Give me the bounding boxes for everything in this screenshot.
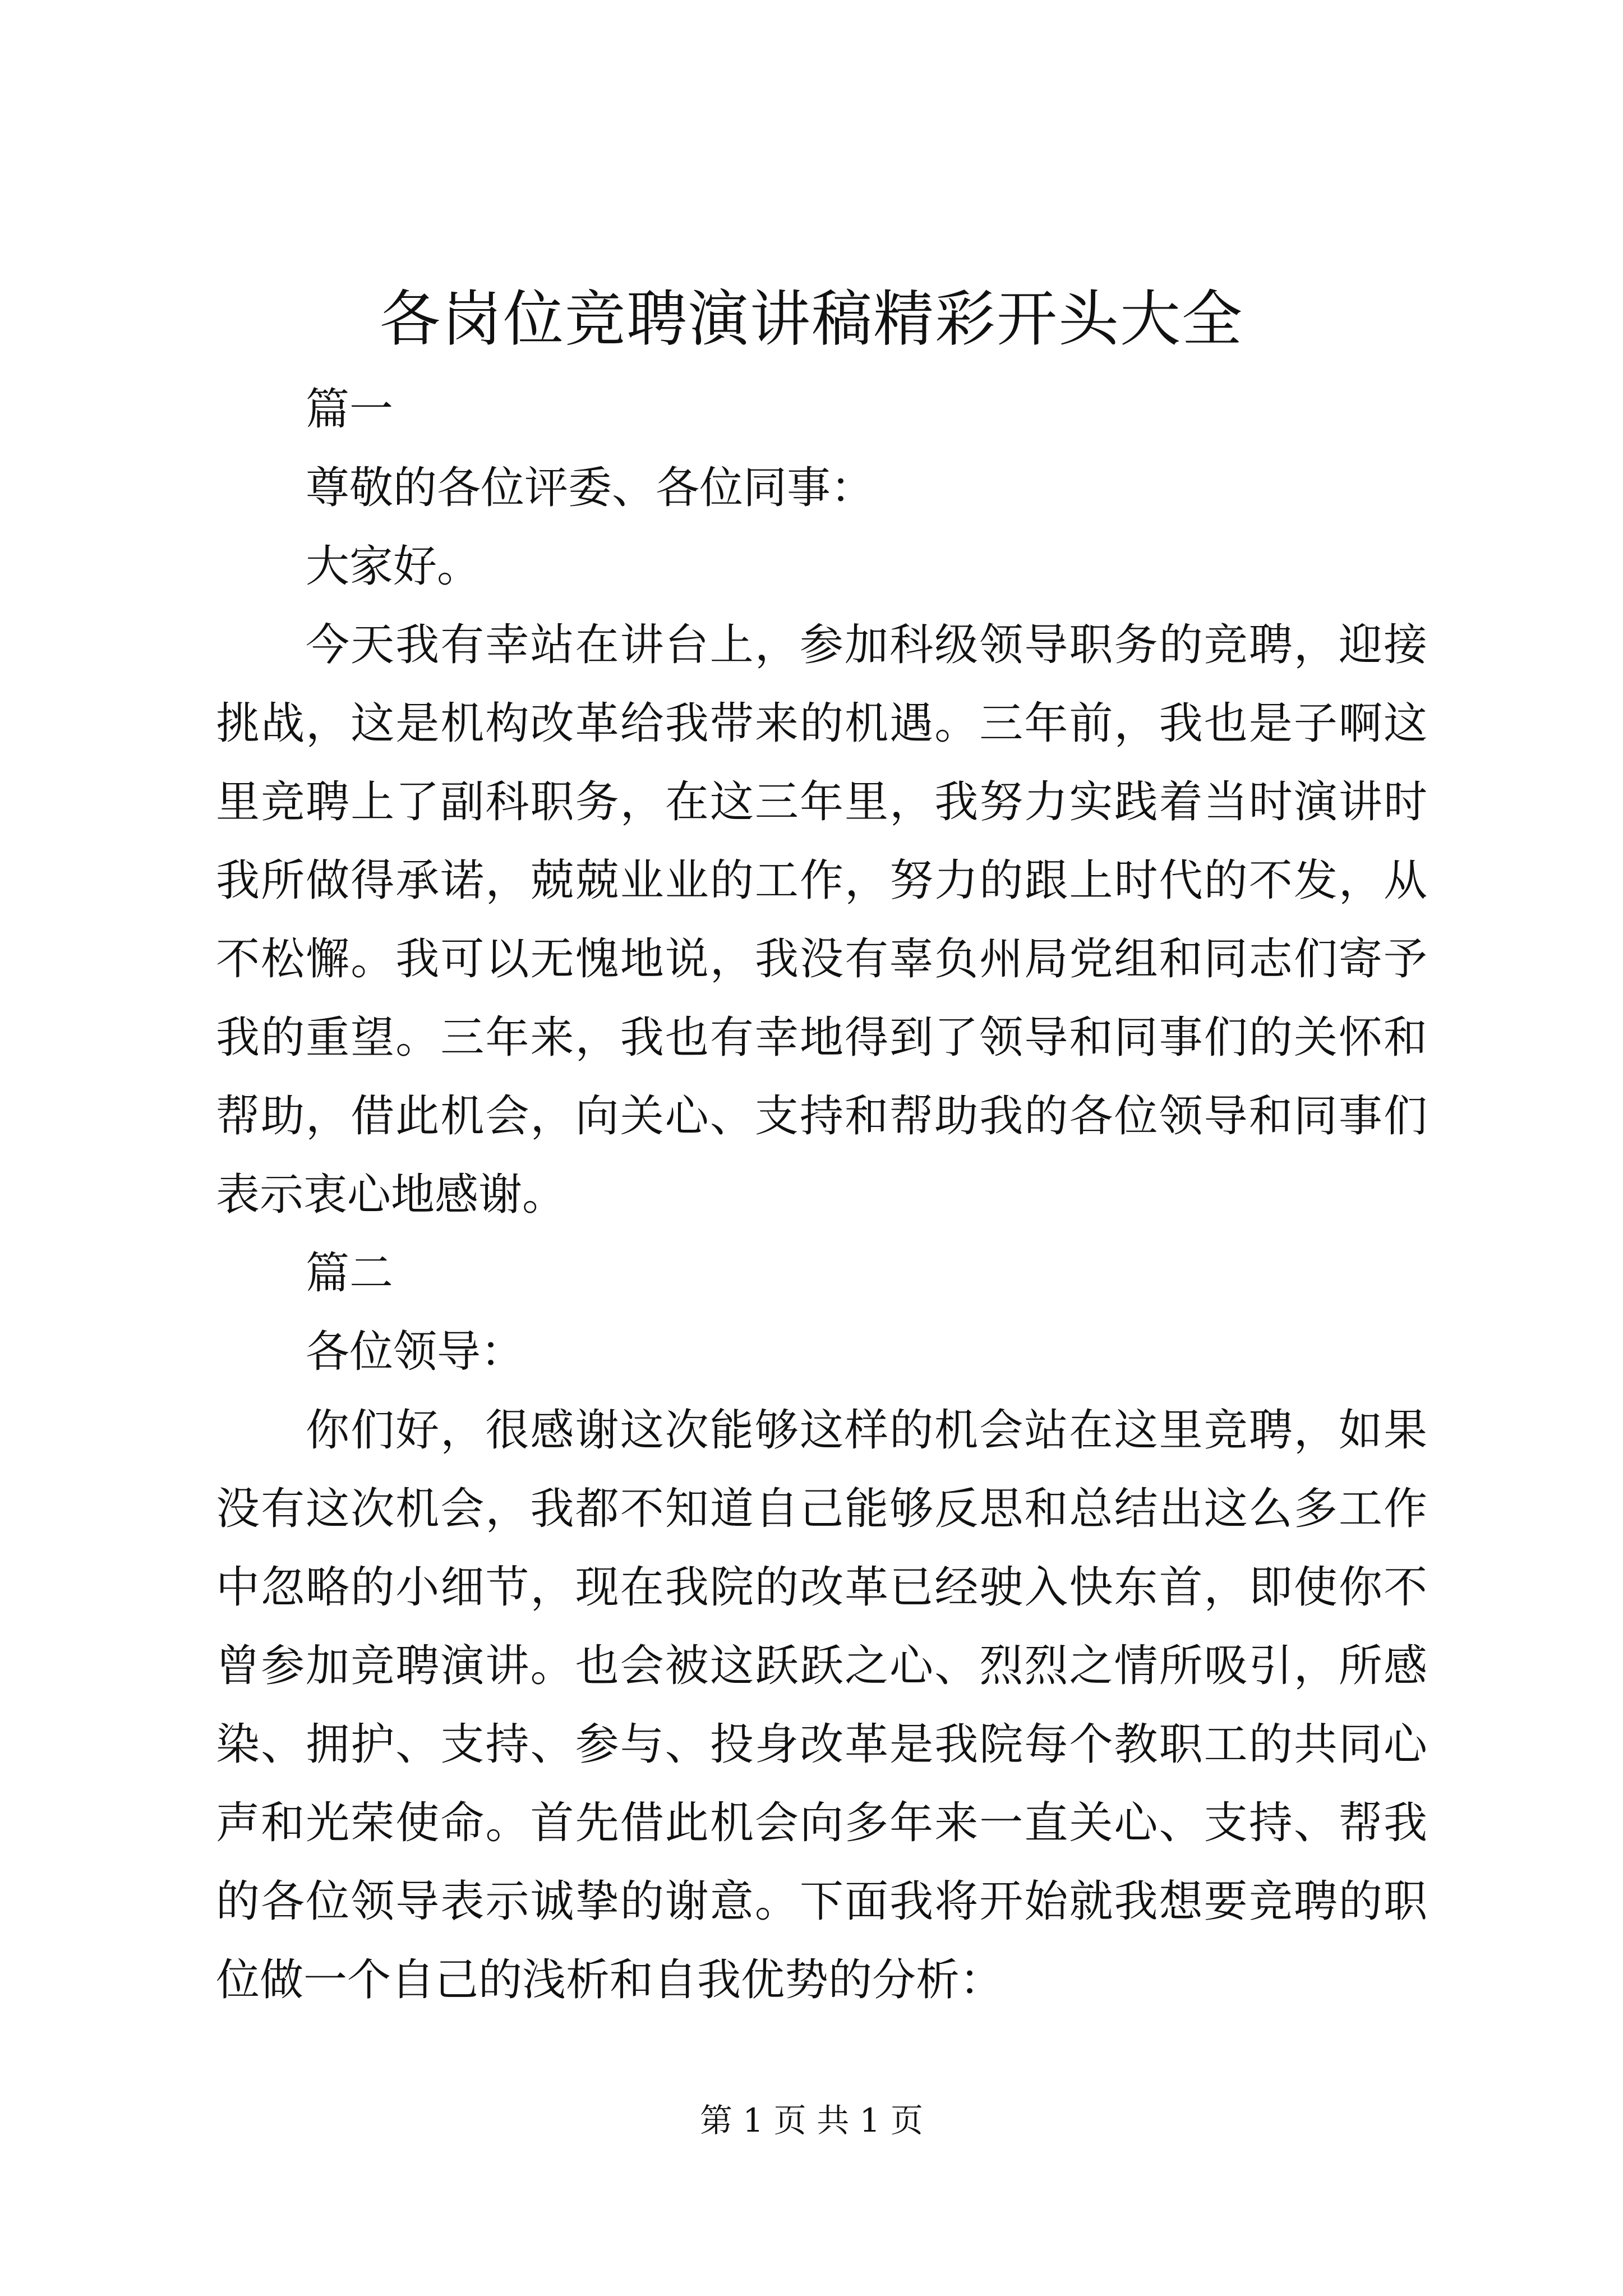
section-heading-1: 篇一 — [306, 384, 394, 435]
body-paragraph-1: 今天我有幸站在讲台上，参加科级领导职务的竞聘，迎接挑战，这是机构改革给我带来的机遇。三年前，我也是子啊这里竞聘上了副科职务，在这三年里，我努力实践着当时演讲时我所做得承诺，兢兢业业的工作，努力的跟上时代的不发，从不松懈。我可以无愧地说，我没有辜负州局党组和同志们寄予我的重望。三年来，我也有幸地得到了领导和同事们的关怀和帮助，借此机会，向关心、支持和帮助我的各位领导和同事们表示衷心地感谢。 — [216, 620, 1427, 1220]
greeting-1: 大家好。 — [306, 541, 481, 592]
page-footer: 第 1 页 共 1 页 — [700, 2101, 923, 2139]
section-heading-2: 篇二 — [306, 1248, 394, 1299]
document-title: 各岗位竞聘演讲稿精彩开头大全 — [379, 284, 1243, 355]
salutation-2: 各位领导： — [306, 1327, 525, 1377]
salutation-1: 尊敬的各位评委、各位同事： — [306, 463, 875, 513]
body-paragraph-2: 你们好，很感谢这次能够这样的机会站在这里竞聘，如果没有这次机会，我都不知道自己能够反思和总结出这么多工作中忽略的小细节，现在我院的改革已经驶入快东首，即使你不曾参加竞聘演讲。也会被这跃跃之心、烈烈之情所吸引，所感染、拥护、支持、参与、投身改革是我院每个教职工的共同心声和光荣使命。首先借此机会向多年来一直关心、支持、帮我的各位领导表示诚挚的谢意。下面我将开始就我想要竞聘的职位做一个自己的浅析和自我优势的分析： — [216, 1405, 1427, 2005]
document-body — [216, 370, 1427, 2019]
